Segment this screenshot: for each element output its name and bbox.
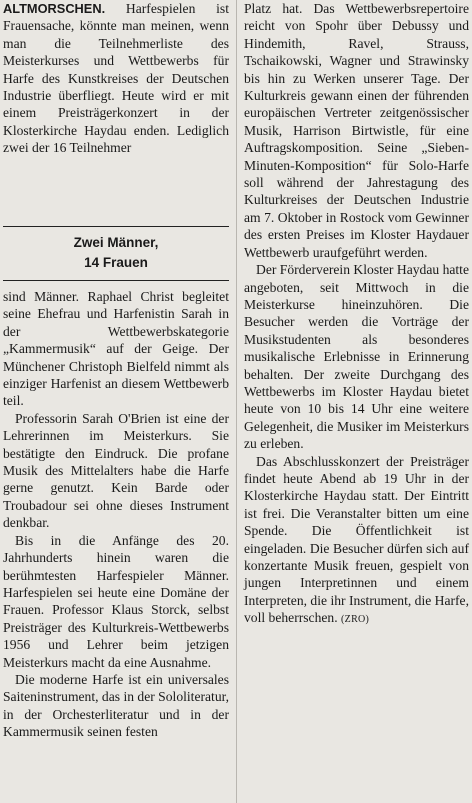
subheading-line-2: 14 Frauen: [84, 255, 148, 270]
lead-text: Harfespielen ist Frauensache, könnte man meinen, wenn man die Teilnehmerliste des Meisterkurses und Wettbewerbs für Harfe des Kunstkreises der Deutschen Industrie überfliegt. Heute wird er mit einem Preisträgerkonzert in der Klosterkirche Haydau enden. Lediglich zwei der 16 Teilnehmer: [3, 1, 229, 156]
left-column-bottom: [3, 288, 229, 741]
paragraph: Die moderne Harfe ist ein universales Saiteninstrument, das in der Sololiteratur, in der Orchesterliteratur und in der Kammermusik seinen festen: [3, 671, 229, 740]
subheading: [3, 226, 229, 281]
paragraph-final: [244, 453, 469, 629]
dateline: ALTMORSCHEN.: [3, 1, 106, 16]
paragraph: sind Männer. Raphael Christ begleitet seine Ehefrau und Harfenistin Sarah in der Wettbewerbskategorie „Kammermusik“ auf der Geige. Der Münchener Christoph Bielfeld nimmt als einziger Harfenist an diesem Wettbewerb teil.: [3, 289, 229, 409]
paragraph: Platz hat. Das Wettbewerbsrepertoire reicht von Spohr über Debussy und Hindemith, Ravel, Strauss, Tschaikowski, Wagner und Strawinsky bis hin zu Werken unserer Tage. Der Kulturkreis gewann einen der führenden europäischen Vertreter zeitgenössischer Musik, Harrison Birtwistle, für eine Auftragskomposition. Seine „Sieben-Minuten-Komposition“ für Solo-Harfe soll während der Jahrestagung des Kulturkreises der Deutschen Industrie am 7. Oktober in Rostock vom Gewinner des ersten Preises im Kloster Haydauer Wettbewerb uraufgeführt werden.: [244, 1, 469, 260]
left-column-top: [3, 0, 229, 157]
final-text: Das Abschlusskonzert der Preisträger findet heute Abend ab 19 Uhr in der Klosterkirche Haydau statt. Der Eintritt ist frei. Die Veranstalter bitten um eine Spende. Die Öffentlichkeit ist eingeladen. Die Besucher dürfen sich auf konzertante Musik freuen, gespielt von jungen Interpretinnen und einem Interpreten, die ihr Instrument, die Harfe, voll beherrschen.: [244, 453, 469, 626]
right-column: [244, 0, 469, 629]
column-divider: [236, 0, 237, 803]
paragraph: Bis in die Anfänge des 20. Jahrhunderts hinein waren die berühmtesten Harfespieler Männer. Harfespielen sei heute eine Domäne der Frauen. Professor Klaus Storck, selbst Preisträger des Kulturkreis-Wettbewerbs 1956 und Lehrer beim jetzigen Meisterkurs macht da eine Ausnahme.: [3, 532, 229, 670]
author-signature: (ZRO): [341, 614, 370, 626]
paragraph: Der Förderverein Kloster Haydau hatte angeboten, seit Mittwoch in die Meisterkurse hineinzuhören. Die Besucher werden die Vorträge der Musikstudenten als besonderes musikalische Erlebnisse in Erinnerung behalten. Der zweite Durchgang des Wettbewerbs im Kloster Haydau bietet heute von 10 bis 14 Uhr eine weitere Gelegenheit, die Musiker im Meisterkurs zu erleben.: [244, 262, 469, 452]
subheading-line-1: Zwei Männer,: [73, 235, 159, 250]
lead-paragraph: [3, 0, 229, 157]
paragraph: Professorin Sarah O'Brien ist eine der Lehrerinnen im Meisterkurs. Sie bestätigte den Eindruck. Die profane Musik des Mittelalters habe die Harfe gerne genutzt. Kein Barde oder Troubadour sei ohne dieses Instrument denkbar.: [3, 410, 229, 531]
